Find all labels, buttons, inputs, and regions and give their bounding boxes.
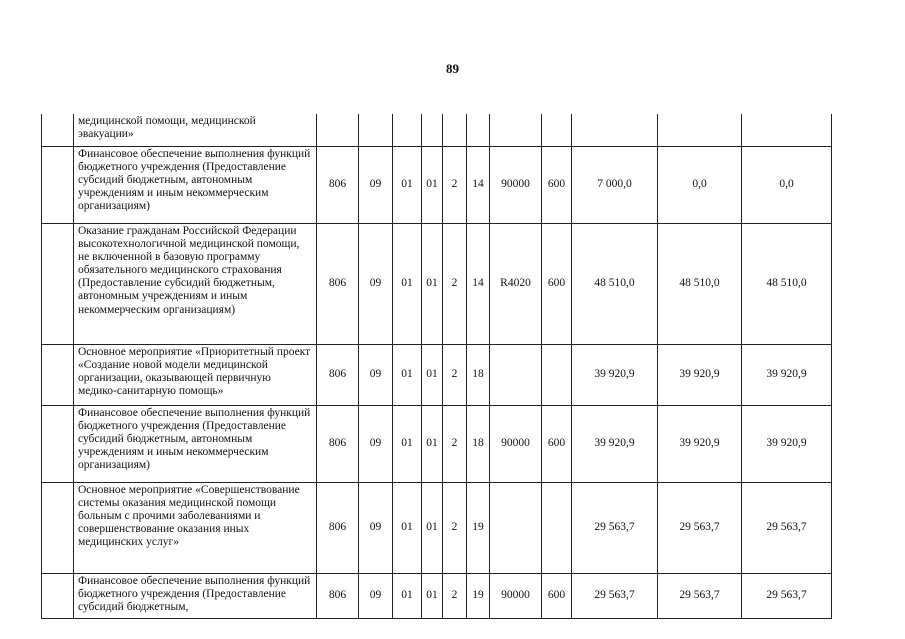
code-podrazdel-cell: 01 [393, 574, 422, 619]
amount-year-3-cell: 29 563,7 [742, 574, 832, 619]
amount-year-2-cell: 29 563,7 [658, 574, 742, 619]
amount-year-1-cell: 29 563,7 [572, 483, 658, 574]
row-marker-cell [42, 574, 74, 619]
code-event-cell: 14 [467, 147, 490, 224]
code-direction-cell: 90000 [490, 406, 542, 483]
amount-year-3-cell: 48 510,0 [742, 224, 832, 345]
name-cell: Финансовое обеспечение выполнения функций бюджетного учреждения (Предоставление субсидий бюджетным, автономным учреждениям и иным некоммерческим организациям) [74, 406, 317, 483]
table-row [42, 224, 832, 345]
code-expense-type-cell: 600 [542, 574, 572, 619]
code-subprogram-cell: 2 [443, 224, 467, 345]
code-program-cell: 01 [422, 147, 443, 224]
code-program-cell: 01 [422, 406, 443, 483]
code-direction-cell: 90000 [490, 574, 542, 619]
code-razdel-cell: 09 [359, 574, 393, 619]
code-ved-cell: 806 [317, 147, 359, 224]
amount-year-3-cell: 39 920,9 [742, 406, 832, 483]
code-direction-cell [490, 345, 542, 406]
table-row [42, 114, 832, 147]
table-row [42, 483, 832, 574]
amount-year-2-cell: 39 920,9 [658, 345, 742, 406]
code-direction-cell: 90000 [490, 147, 542, 224]
code-podrazdel-cell [393, 114, 422, 147]
table-row [42, 147, 832, 224]
amount-year-2-cell: 48 510,0 [658, 224, 742, 345]
amount-year-2-cell: 39 920,9 [658, 406, 742, 483]
name-cell: Оказание гражданам Российской Федерации высокотехнологичной медицинской помощи, не включенной в базовую программу обязательного медицинского страхования (Предоставление субсидий бюджетным, автономным учреждениям и иным некоммерческим организациям) [74, 224, 317, 345]
code-subprogram-cell: 2 [443, 406, 467, 483]
page-number: 89 [446, 61, 459, 76]
row-marker-cell [42, 406, 74, 483]
amount-year-1-cell: 29 563,7 [572, 574, 658, 619]
code-expense-type-cell: 600 [542, 147, 572, 224]
row-marker-cell [42, 224, 74, 345]
code-expense-type-cell: 600 [542, 406, 572, 483]
amount-year-3-cell: 29 563,7 [742, 483, 832, 574]
code-razdel-cell: 09 [359, 147, 393, 224]
code-event-cell: 18 [467, 406, 490, 483]
code-ved-cell: 806 [317, 224, 359, 345]
code-direction-cell: R4020 [490, 224, 542, 345]
code-expense-type-cell [542, 345, 572, 406]
code-program-cell: 01 [422, 574, 443, 619]
table-row [42, 406, 832, 483]
amount-year-1-cell: 39 920,9 [572, 406, 658, 483]
code-podrazdel-cell: 01 [393, 483, 422, 574]
amount-year-1-cell: 39 920,9 [572, 345, 658, 406]
code-subprogram-cell: 2 [443, 574, 467, 619]
budget-table [41, 114, 832, 619]
code-subprogram-cell: 2 [443, 147, 467, 224]
code-event-cell: 18 [467, 345, 490, 406]
code-podrazdel-cell: 01 [393, 345, 422, 406]
table-body [42, 114, 832, 619]
code-event-cell: 19 [467, 574, 490, 619]
code-event-cell [467, 114, 490, 147]
amount-year-2-cell [658, 114, 742, 147]
code-podrazdel-cell: 01 [393, 406, 422, 483]
code-razdel-cell: 09 [359, 406, 393, 483]
name-cell: Основное мероприятие «Приоритетный проект «Создание новой модели медицинской организации, оказывающей первичную медико-санитарную помощь» [74, 345, 317, 406]
code-subprogram-cell: 2 [443, 483, 467, 574]
code-expense-type-cell: 600 [542, 224, 572, 345]
amount-year-1-cell [572, 114, 658, 147]
amount-year-3-cell: 39 920,9 [742, 345, 832, 406]
code-razdel-cell: 09 [359, 345, 393, 406]
row-marker-cell [42, 483, 74, 574]
name-cell: Финансовое обеспечение выполнения функций бюджетного учреждения (Предоставление субсидий бюджетным, [74, 574, 317, 619]
code-razdel-cell: 09 [359, 483, 393, 574]
amount-year-1-cell: 7 000,0 [572, 147, 658, 224]
code-program-cell [422, 114, 443, 147]
code-subprogram-cell: 2 [443, 345, 467, 406]
amount-year-2-cell: 0,0 [658, 147, 742, 224]
code-razdel-cell [359, 114, 393, 147]
row-marker-cell [42, 147, 74, 224]
amount-year-3-cell: 0,0 [742, 147, 832, 224]
code-razdel-cell: 09 [359, 224, 393, 345]
code-podrazdel-cell: 01 [393, 224, 422, 345]
code-direction-cell [490, 114, 542, 147]
code-event-cell: 14 [467, 224, 490, 345]
table-row [42, 574, 832, 619]
code-ved-cell [317, 114, 359, 147]
code-ved-cell: 806 [317, 406, 359, 483]
code-program-cell: 01 [422, 483, 443, 574]
amount-year-1-cell: 48 510,0 [572, 224, 658, 345]
code-subprogram-cell [443, 114, 467, 147]
code-podrazdel-cell: 01 [393, 147, 422, 224]
name-cell: Финансовое обеспечение выполнения функций бюджетного учреждения (Предоставление субсидий бюджетным, автономным учреждениям и иным некоммерческим организациям) [74, 147, 317, 224]
code-expense-type-cell [542, 483, 572, 574]
code-event-cell: 19 [467, 483, 490, 574]
row-marker-cell [42, 114, 74, 147]
name-cell: медицинской помощи, медицинской эвакуации» [74, 114, 317, 147]
code-program-cell: 01 [422, 224, 443, 345]
code-direction-cell [490, 483, 542, 574]
table-row [42, 345, 832, 406]
amount-year-3-cell [742, 114, 832, 147]
code-program-cell: 01 [422, 345, 443, 406]
code-ved-cell: 806 [317, 483, 359, 574]
code-ved-cell: 806 [317, 345, 359, 406]
row-marker-cell [42, 345, 74, 406]
code-ved-cell: 806 [317, 574, 359, 619]
name-cell: Основное мероприятие «Совершенствование системы оказания медицинской помощи больным с прочими заболеваниями и совершенствование оказания иных медицинских услуг» [74, 483, 317, 574]
code-expense-type-cell [542, 114, 572, 147]
amount-year-2-cell: 29 563,7 [658, 483, 742, 574]
